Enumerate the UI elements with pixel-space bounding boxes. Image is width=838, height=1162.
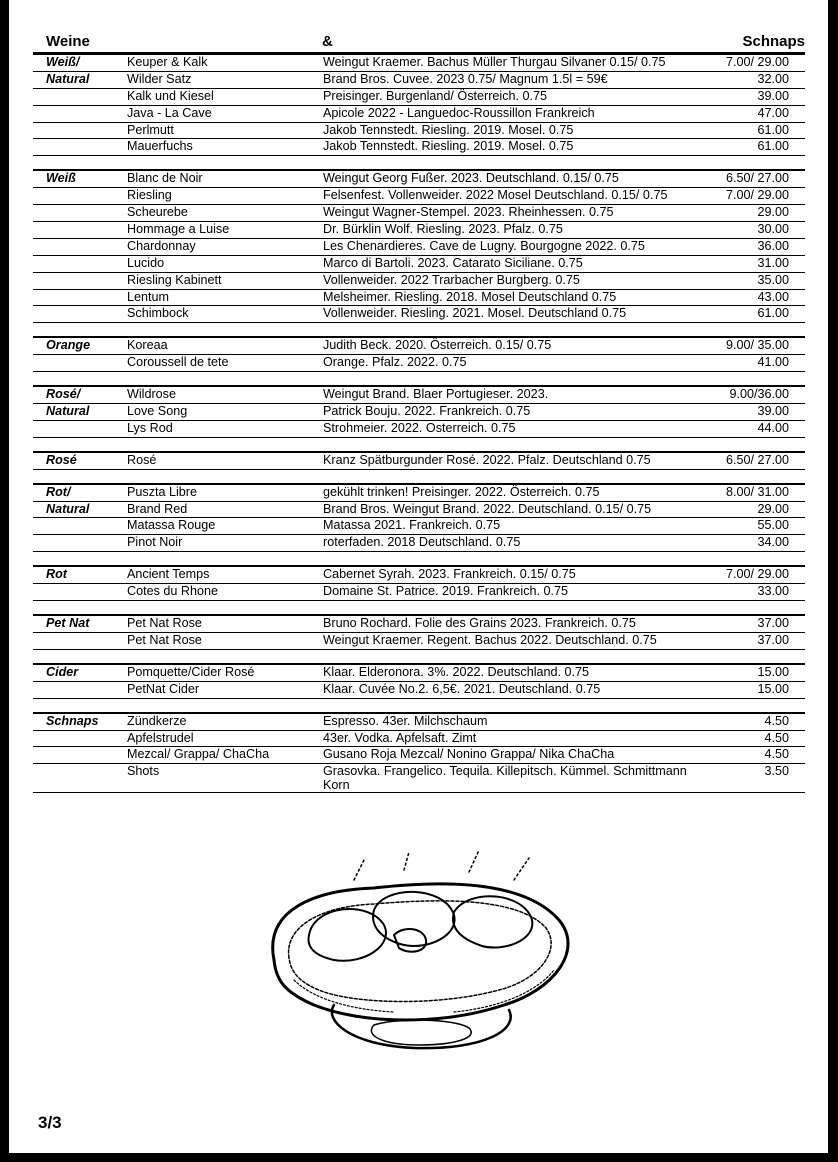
item-name: Lucido [127, 255, 165, 270]
item-description: Jakob Tennstedt. Riesling. 2019. Mosel. 0.75 [323, 122, 574, 137]
item-description: Apicole 2022 - Languedoc-Roussillon Frankreich [323, 105, 595, 120]
menu-row [33, 404, 805, 421]
item-price: 15.00 [757, 681, 789, 696]
category-label: Weiß [46, 171, 76, 186]
section-gap [33, 699, 805, 712]
item-name: Schimbock [127, 306, 189, 321]
oyster-dish-illustration [254, 840, 594, 1062]
item-name: Keuper & Kalk [127, 55, 208, 69]
menu-row [33, 338, 805, 355]
menu-row [33, 123, 805, 140]
menu-row [33, 502, 805, 519]
item-price: 8.00/ 31.00 [725, 484, 789, 499]
header-ampersand: & [322, 33, 333, 50]
item-name: Pet Nat Rose [127, 632, 202, 647]
category-label: Natural [46, 71, 90, 86]
item-price: 39.00 [757, 404, 789, 419]
item-name: Cotes du Rhone [127, 584, 219, 599]
menu-row [33, 518, 805, 535]
item-description: Jakob Tennstedt. Riesling. 2019. Mosel. 0.75 [323, 139, 574, 154]
item-description: Espresso. 43er. Milchschaum [323, 713, 488, 728]
menu-row [33, 89, 805, 106]
menu-row [33, 72, 805, 89]
item-price: 44.00 [757, 420, 789, 435]
item-price: 35.00 [757, 272, 789, 287]
item-name: Rosé [127, 452, 157, 467]
category-label: Schnaps [46, 713, 99, 728]
section-gap [33, 470, 805, 483]
item-description: Klaar. Cuvée No.2. 6,5€. 2021. Deutschland. 0.75 [323, 681, 601, 696]
item-description: Bruno Rochard. Folie des Grains 2023. Frankreich. 0.75 [323, 616, 636, 631]
item-description: 43er. Vodka. Apfelsaft. Zimt [323, 730, 477, 745]
menu-row [33, 764, 805, 793]
item-description: roterfaden. 2018 Deutschland. 0.75 [323, 535, 521, 550]
item-description: Preisinger. Burgenland/ Österreich. 0.75 [323, 88, 548, 103]
item-description: Les Chenardieres. Cave de Lugny. Bourgogne 2022. 0.75 [323, 238, 645, 253]
menu-row [33, 306, 805, 323]
item-description: Matassa 2021. Frankreich. 0.75 [323, 518, 501, 533]
item-name: Pinot Noir [127, 535, 183, 550]
item-name: Mezcal/ Grappa/ ChaCha [127, 747, 270, 762]
menu-row [33, 584, 805, 601]
category-label: Natural [46, 404, 90, 419]
item-price: 61.00 [757, 139, 789, 154]
item-description: Brand Bros. Cuvee. 2023 0.75/ Magnum 1.5l = 59€ [323, 71, 608, 86]
item-name: Wilder Satz [127, 71, 192, 86]
menu-row [33, 106, 805, 123]
item-price: 6.50/ 27.00 [725, 171, 789, 186]
menu-row [33, 682, 805, 699]
item-price: 41.00 [757, 355, 789, 370]
menu-row [33, 222, 805, 239]
item-name: Apfelstrudel [127, 730, 194, 745]
item-name: Lys Rod [127, 420, 173, 435]
item-name: Zündkerze [127, 713, 187, 728]
item-name: Riesling Kabinett [127, 272, 222, 287]
item-price: 29.00 [757, 205, 789, 220]
menu-page [9, 0, 828, 1153]
item-price: 61.00 [757, 306, 789, 321]
item-description: Patrick Bouju. 2022. Frankreich. 0.75 [323, 404, 531, 419]
item-name: Kalk und Kiesel [127, 88, 214, 103]
item-name: Chardonnay [127, 238, 196, 253]
category-label: Cider [46, 664, 79, 679]
section-gap [33, 552, 805, 565]
menu-row [33, 747, 805, 764]
item-name: Koreaa [127, 338, 168, 353]
section-gap [33, 372, 805, 385]
item-name: Blanc de Noir [127, 171, 203, 186]
menu-row [33, 616, 805, 633]
header-schnaps: Schnaps [742, 33, 805, 50]
menu-row [33, 714, 805, 731]
item-price: 6.50/ 27.00 [725, 452, 789, 467]
category-label: Rosé [46, 452, 77, 467]
item-price: 4.50 [764, 730, 789, 745]
item-name: Mauerfuchs [127, 139, 193, 154]
item-description: Vollenweider. Riesling. 2021. Mosel. Deutschland 0.75 [323, 306, 627, 321]
item-name: Riesling [127, 188, 172, 203]
item-name: Love Song [127, 404, 188, 419]
menu-row [33, 633, 805, 650]
section-gap [33, 650, 805, 663]
item-name: Puszta Libre [127, 484, 198, 499]
menu-row [33, 290, 805, 307]
item-description: Weingut Kraemer. Regent. Bachus 2022. Deutschland. 0.75 [323, 632, 657, 647]
menu-row [33, 665, 805, 682]
item-description: Kranz Spätburgunder Rosé. 2022. Pfalz. Deutschland 0.75 [323, 452, 651, 467]
category-label: Natural [46, 501, 90, 516]
item-price: 43.00 [757, 289, 789, 304]
item-price: 7.00/ 29.00 [725, 567, 789, 582]
item-price: 9.00/36.00 [729, 387, 789, 402]
item-name: Pet Nat Rose [127, 616, 202, 631]
item-price: 3.50 [764, 764, 789, 779]
item-description: Strohmeier. 2022. Osterreich. 0.75 [323, 420, 516, 435]
menu-table [33, 55, 805, 793]
menu-row [33, 256, 805, 273]
item-description: Weingut Wagner-Stempel. 2023. Rheinhessen. 0.75 [323, 205, 614, 220]
header-weine: Weine [46, 33, 90, 50]
item-description: Marco di Bartoli. 2023. Catarato Siciliane. 0.75 [323, 255, 583, 270]
item-description: Gusano Roja Mezcal/ Nonino Grappa/ Nika ChaCha [323, 747, 615, 762]
menu-row [33, 205, 805, 222]
item-name: Matassa Rouge [127, 518, 216, 533]
item-description: Weingut Georg Fußer. 2023. Deutschland. 0.15/ 0.75 [323, 171, 619, 186]
item-description: Orange. Pfalz. 2022. 0.75 [323, 355, 467, 370]
item-price: 34.00 [757, 535, 789, 550]
item-description: Melsheimer. Riesling. 2018. Mosel Deutschland 0.75 [323, 289, 617, 304]
item-price: 39.00 [757, 88, 789, 103]
item-description: Judith Beck. 2020. Österreich. 0.15/ 0.75 [323, 338, 552, 353]
item-price: 4.50 [764, 713, 789, 728]
item-name: Ancient Temps [127, 567, 210, 582]
item-price: 47.00 [757, 105, 789, 120]
menu-row [33, 55, 805, 72]
item-price: 31.00 [757, 255, 789, 270]
item-price: 7.00/ 29.00 [725, 55, 789, 69]
category-label: Rot/ [46, 484, 71, 499]
menu-row [33, 188, 805, 205]
category-label: Orange [46, 338, 91, 353]
item-name: Brand Red [127, 501, 188, 516]
item-name: Pomquette/Cider Rosé [127, 664, 255, 679]
item-price: 36.00 [757, 238, 789, 253]
item-description: Weingut Kraemer. Bachus Müller Thurgau Silvaner 0.15/ 0.75 [323, 55, 666, 69]
section-gap [33, 156, 805, 169]
item-description: Brand Bros. Weingut Brand. 2022. Deutschland. 0.15/ 0.75 [323, 501, 652, 516]
menu-header [46, 33, 805, 51]
menu-row [33, 355, 805, 372]
menu-row [33, 731, 805, 748]
item-description: gekühlt trinken! Preisinger. 2022. Österreich. 0.75 [323, 484, 600, 499]
category-label: Rosé/ [46, 387, 81, 402]
menu-row [33, 387, 805, 404]
category-label: Weiß/ [46, 55, 80, 69]
section-gap [33, 323, 805, 336]
menu-row [33, 567, 805, 584]
item-description: Vollenweider. 2022 Trarbacher Burgberg. 0.75 [323, 272, 580, 287]
item-description: Cabernet Syrah. 2023. Frankreich. 0.15/ 0.75 [323, 567, 576, 582]
item-price: 55.00 [757, 518, 789, 533]
category-label: Rot [46, 567, 67, 582]
section-gap [33, 601, 805, 614]
item-price: 37.00 [757, 632, 789, 647]
item-price: 30.00 [757, 222, 789, 237]
category-label: Pet Nat [46, 616, 90, 631]
item-price: 4.50 [764, 747, 789, 762]
item-description: Domaine St. Patrice. 2019. Frankreich. 0.75 [323, 584, 569, 599]
menu-row [33, 421, 805, 438]
menu-row [33, 273, 805, 290]
item-name: Shots [127, 764, 160, 779]
menu-row [33, 535, 805, 552]
item-name: PetNat Cider [127, 681, 200, 696]
menu-row [33, 453, 805, 470]
page-number: 3/3 [38, 1113, 62, 1132]
item-name: Perlmutt [127, 122, 174, 137]
item-price: 61.00 [757, 122, 789, 137]
item-description: Grasovka. Frangelico. Tequila. Killepitsch. Kümmel. Schmittmann Korn [323, 764, 687, 793]
menu-row [33, 239, 805, 256]
item-price: 37.00 [757, 616, 789, 631]
item-description: Felsenfest. Vollenweider. 2022 Mosel Deutschland. 0.15/ 0.75 [323, 188, 668, 203]
item-description: Klaar. Elderonora. 3%. 2022. Deutschland. 0.75 [323, 664, 590, 679]
menu-row [33, 485, 805, 502]
item-name: Lentum [127, 289, 170, 304]
item-price: 32.00 [757, 71, 789, 86]
item-price: 7.00/ 29.00 [725, 188, 789, 203]
item-price: 33.00 [757, 584, 789, 599]
section-gap [33, 438, 805, 451]
item-description: Weingut Brand. Blaer Portugieser. 2023. [323, 387, 549, 402]
item-name: Scheurebe [127, 205, 188, 220]
item-price: 15.00 [757, 664, 789, 679]
item-name: Hommage a Luise [127, 222, 230, 237]
menu-row [33, 171, 805, 188]
item-name: Coroussell de tete [127, 355, 229, 370]
item-price: 9.00/ 35.00 [725, 338, 789, 353]
menu-row [33, 139, 805, 156]
item-description: Dr. Bürklin Wolf. Riesling. 2023. Pfalz. 0.75 [323, 222, 563, 237]
item-name: Java - La Cave [127, 105, 212, 120]
item-price: 29.00 [757, 501, 789, 516]
item-name: Wildrose [127, 387, 176, 402]
